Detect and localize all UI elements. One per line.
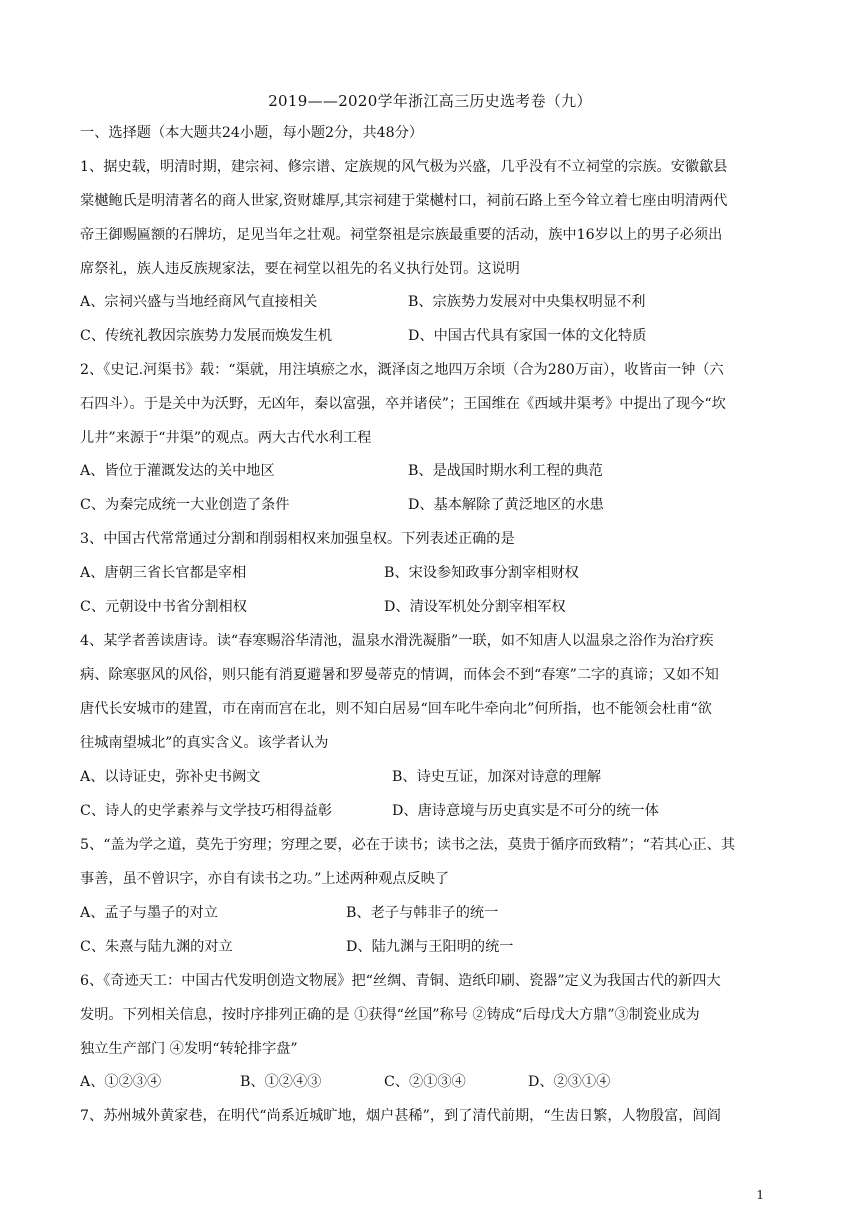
question-6-option-a: A、①②③④ xyxy=(80,1074,162,1090)
page-title: 2019——2020学年浙江高三历史选考卷（九） xyxy=(268,92,592,110)
question-3-option-c: C、元朝设中书省分割相权 xyxy=(80,599,247,615)
question-2-option-a: A、皆位于灌溉发达的关中地区 xyxy=(80,463,275,479)
question-2-line-1: 2、《史记.河渠书》载：“渠就，用注填瘀之水，溉泽卤之地四万余顷（合为280万亩），收皆亩一钟（六 xyxy=(80,362,724,378)
question-1-line-4: 席祭礼，族人违反族规家法，要在祠堂以祖先的名义执行处罚。这说明 xyxy=(80,261,520,277)
question-1-option-d: D、中国古代具有家国一体的文化特质 xyxy=(408,328,647,344)
question-1-option-b: B、宗族势力发展对中央集权明显不利 xyxy=(408,294,646,310)
question-2-option-d: D、基本解除了黄泛地区的水患 xyxy=(408,497,604,513)
question-1-line-2: 棠樾鲍氏是明清著名的商人世家,资财雄厚,其宗祠建于棠樾村口，祠前石路上至今耸立着七座由明清两代 xyxy=(80,193,728,209)
question-4-option-c: C、诗人的史学素养与文学技巧相得益彰 xyxy=(80,803,333,819)
question-6-line-2: 发明。下列相关信息，按时序排列正确的是 ①获得“丝国”称号 ②铸成“后母戊大方鼎”③制瓷业成为 xyxy=(80,1007,700,1023)
question-2-line-3: 儿井”来源于“井渠”的观点。两大古代水利工程 xyxy=(80,430,372,446)
section-heading: 一、选择题（本大题共24小题，每小题2分，共48分） xyxy=(80,125,424,141)
question-4-line-2: 病、除寒驱风的风俗，则只能有消夏避暑和罗曼蒂克的情调，而体会不到“春寒”二字的真谛；又如不知 xyxy=(80,667,719,683)
question-4-line-4: 往城南望城北”的真实含义。该学者认为 xyxy=(80,735,329,751)
question-2-line-2: 石四斗）。于是关中为沃野，无凶年，秦以富强，卒并诸侯”；王国维在《西域井渠考》中提出了现今“坎 xyxy=(80,396,726,412)
question-5-option-c: C、朱熹与陆九渊的对立 xyxy=(80,939,233,955)
question-3-option-d: D、清设军机处分割宰相军权 xyxy=(384,599,566,615)
question-1-option-a: A、宗祠兴盛与当地经商风气直接相关 xyxy=(80,294,318,310)
question-6-line-3: 独立生产部门 ④发明“转轮排字盘” xyxy=(80,1041,298,1057)
question-7-line-1: 7、苏州城外黄家巷，在明代“尚系近城旷地，烟户甚稀”，到了清代前期，“生齿日繁，人物殷富，闾阎 xyxy=(80,1108,721,1124)
question-5-option-d: D、陆九渊与王阳明的统一 xyxy=(346,939,514,955)
question-6-line-1: 6、《奇迹天工：中国古代发明创造文物展》把“丝绸、青铜、造纸印刷、瓷器”定义为我国古代的新四大 xyxy=(80,973,721,989)
question-4-option-d: D、唐诗意境与历史真实是不可分的统一体 xyxy=(392,803,659,819)
question-4-line-1: 4、某学者善读唐诗。读“春寒赐浴华清池，温泉水滑洗凝脂”一联，如不知唐人以温泉之浴作为治疗疾 xyxy=(80,633,714,649)
question-6-option-c: C、②①③④ xyxy=(384,1074,466,1090)
question-3-option-b: B、宋设参知政事分割宰相财权 xyxy=(384,565,579,581)
question-2-option-c: C、为秦完成统一大业创造了条件 xyxy=(80,497,290,513)
question-2-option-b: B、是战国时期水利工程的典范 xyxy=(408,463,603,479)
question-5-option-a: A、孟子与墨子的对立 xyxy=(80,905,218,921)
question-6-option-b: B、①②④③ xyxy=(240,1074,322,1090)
question-1-line-3: 帝王御赐匾额的石牌坊，足见当年之壮观。祠堂祭祖是宗族最重要的活动，族中16岁以上的男子必须出 xyxy=(80,227,723,243)
question-5-line-1: 5、“盖为学之道，莫先于穷理；穷理之要，必在于读书；读书之法，莫贵于循序而致精”；“若其心正、其 xyxy=(80,837,736,853)
question-1-line-1: 1、据史载，明清时期，建宗祠、修宗谱、定族规的风气极为兴盛，几乎没有不立祠堂的宗族。安徽歙县 xyxy=(80,159,728,175)
question-5-option-b: B、老子与韩非子的统一 xyxy=(346,905,499,921)
question-4-option-a: A、以诗证史，弥补史书阙文 xyxy=(80,769,261,785)
question-3-line-1: 3、中国古代常常通过分割和削弱相权来加强皇权。下列表述正确的是 xyxy=(80,531,515,547)
question-6-option-d: D、②③①④ xyxy=(528,1074,611,1090)
question-4-option-b: B、诗史互证，加深对诗意的理解 xyxy=(392,769,602,785)
question-1-option-c: C、传统礼教因宗族势力发展而焕发生机 xyxy=(80,328,333,344)
question-5-line-2: 事善，虽不曾识字，亦自有读书之功。”上述两种观点反映了 xyxy=(80,871,450,887)
question-3-option-a: A、唐朝三省长官都是宰相 xyxy=(80,565,247,581)
question-4-line-3: 唐代长安城市的建置，市在南而宫在北，则不知白居易“回车叱牛牵向北”何所指，也不能领会杜甫“欲 xyxy=(80,701,712,717)
page-number: 1 xyxy=(756,1188,764,1202)
